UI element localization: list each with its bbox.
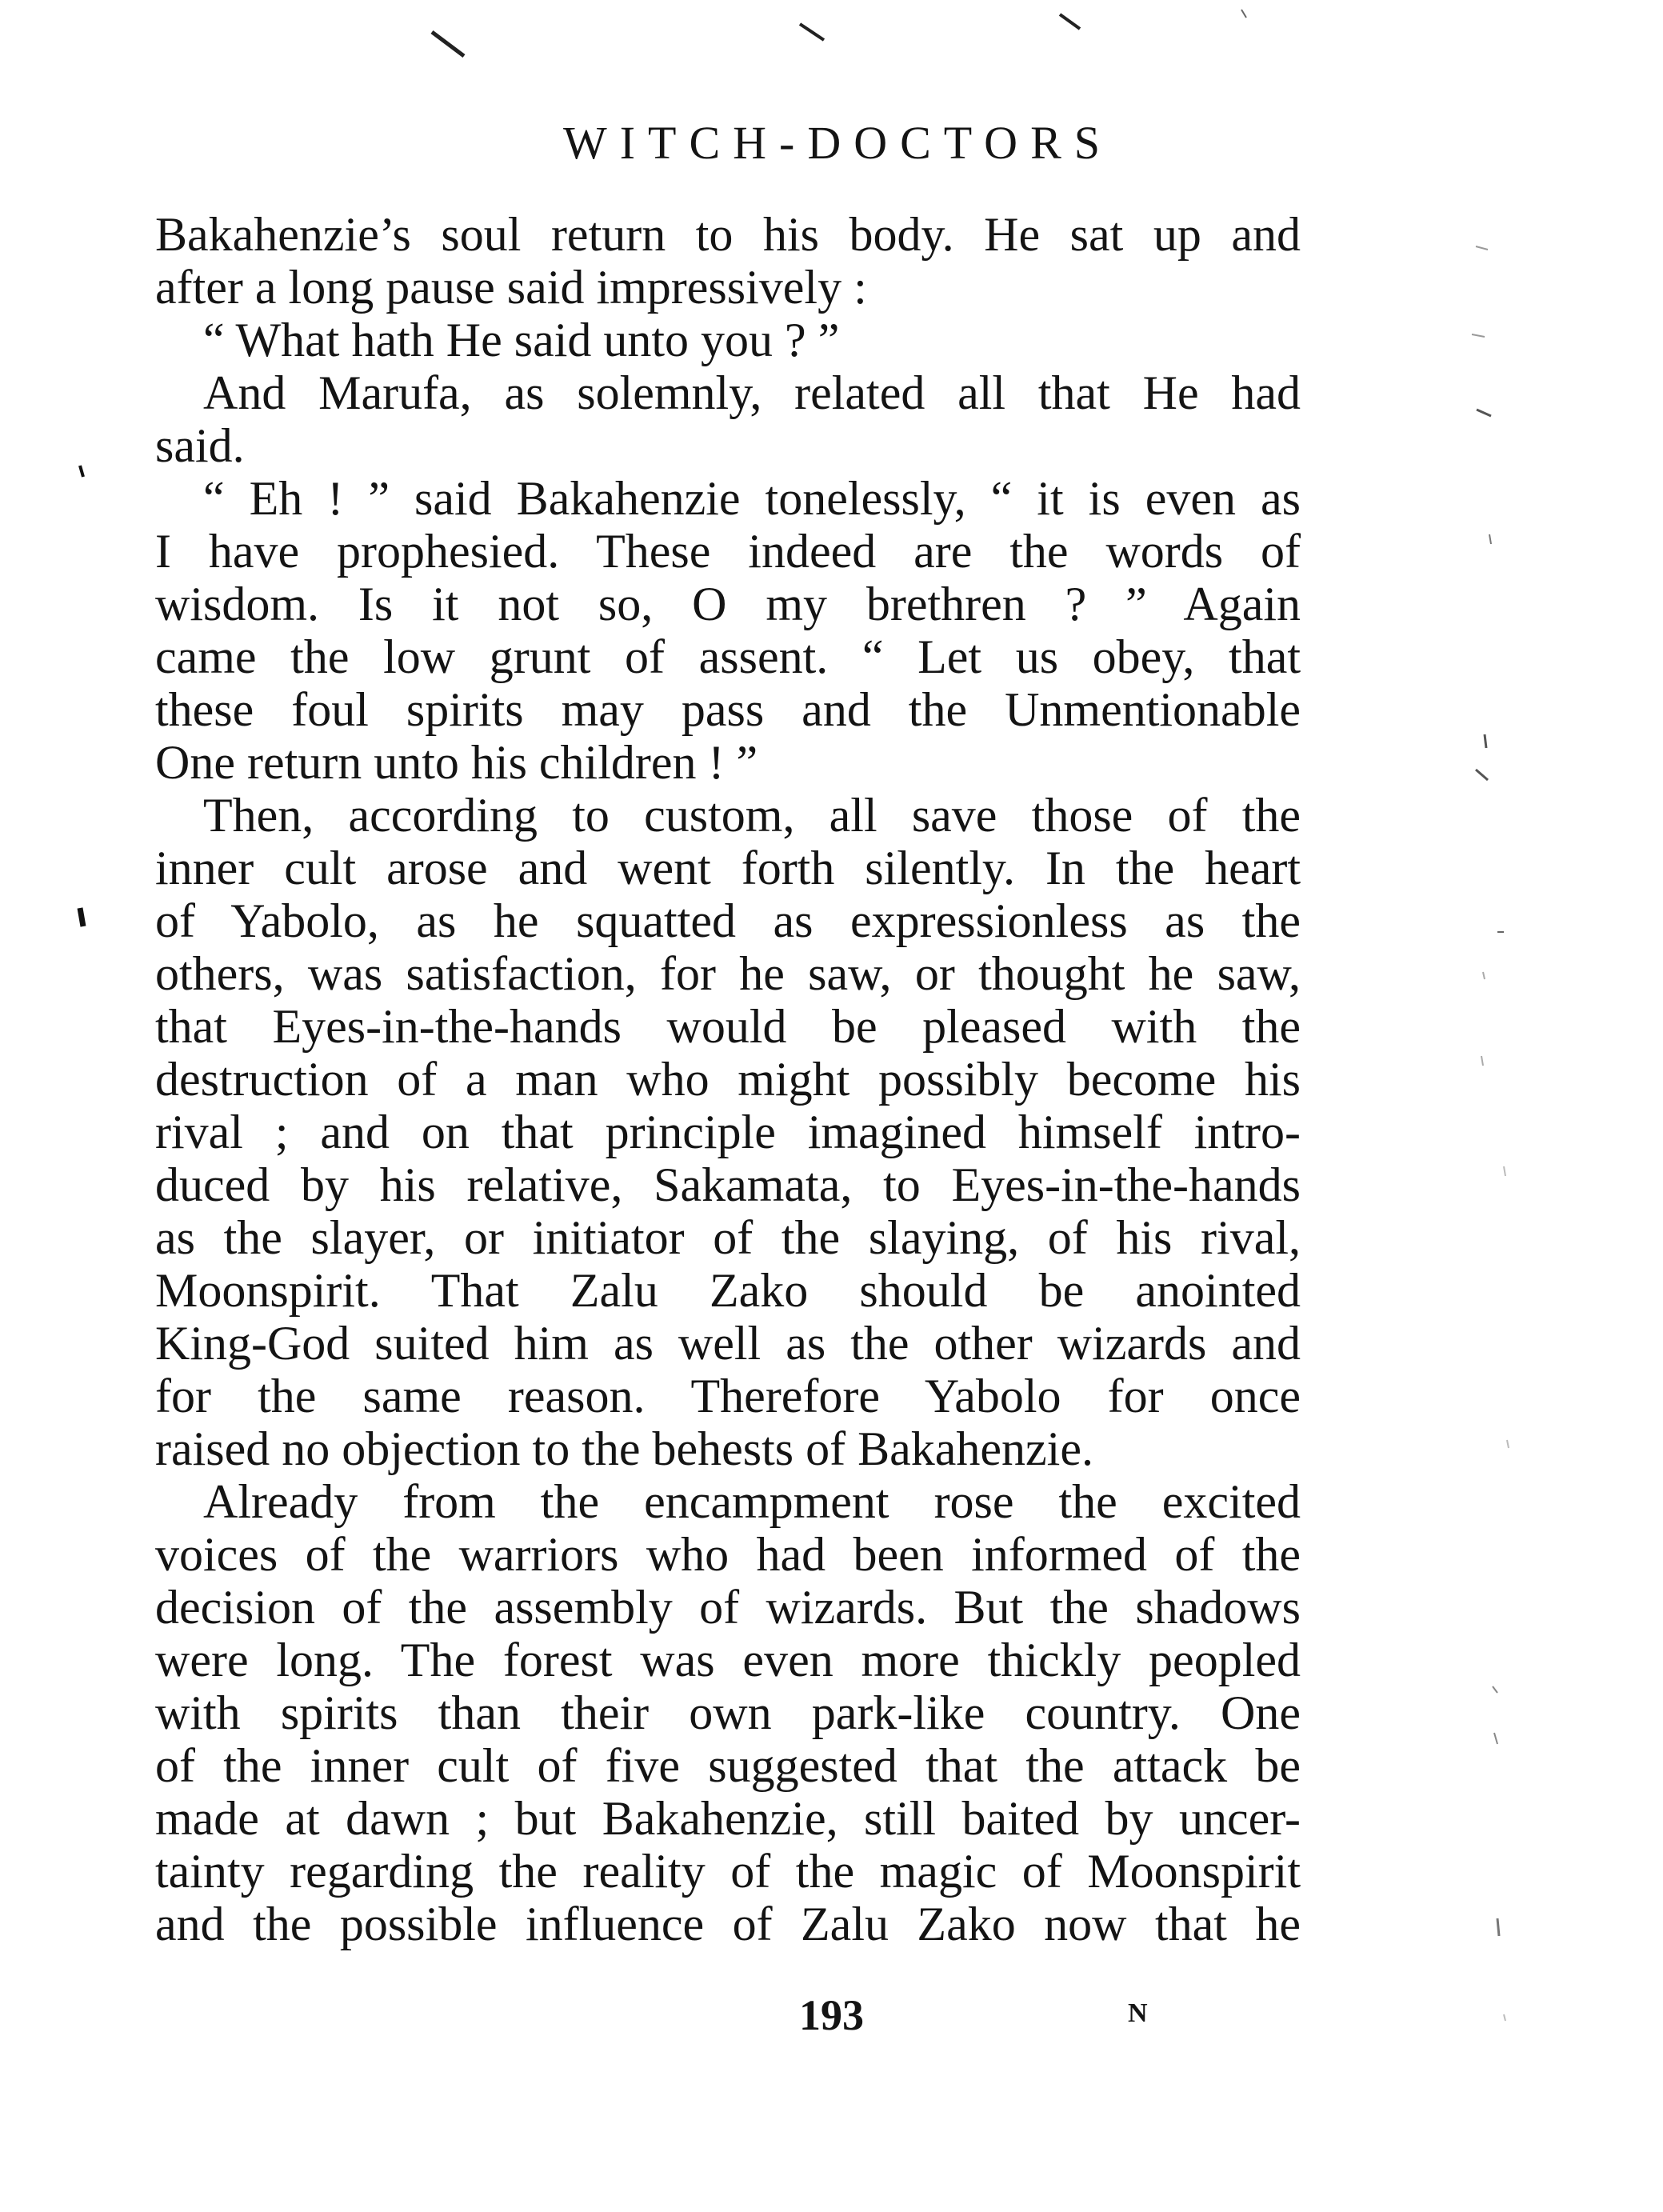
text-line: said.: [155, 419, 245, 472]
text-line: Moonspirit. That Zalu Zako should be anointed: [155, 1264, 1301, 1317]
text-line: that Eyes-in-the-hands would be pleased with the: [155, 1000, 1301, 1053]
text-line: wisdom. Is it not so, O my brethren ? ” Again: [155, 578, 1301, 630]
text-line: Already from the encampment rose the excited: [203, 1475, 1301, 1528]
text-line: as the slayer, or initiator of the slaying, of his rival,: [155, 1211, 1301, 1264]
text-line: duced by his relative, Sakamata, to Eyes-in-the-hands: [155, 1158, 1301, 1211]
text-line: rival ; and on that principle imagined himself intro-: [155, 1106, 1301, 1158]
text-line: “ Eh ! ” said Bakahenzie tonelessly, “ it is even as: [203, 472, 1301, 525]
text-line: King-God suited him as well as the other wizards and: [155, 1317, 1301, 1370]
text-line: of Yabolo, as he squatted as expressionless as the: [155, 894, 1301, 947]
text-line: made at dawn ; but Bakahenzie, still baited by uncer-: [155, 1792, 1301, 1845]
text-line: these foul spirits may pass and the Unmentionable: [155, 683, 1301, 736]
signature-mark: N: [1128, 1998, 1148, 2028]
body-text: [155, 208, 1301, 1950]
text-line: raised no objection to the behests of Bakahenzie.: [155, 1422, 1093, 1475]
text-line: inner cult arose and went forth silently. In the heart: [155, 842, 1301, 894]
text-line: One return unto his children ! ”: [155, 736, 758, 789]
text-line: of the inner cult of five suggested that the attack be: [155, 1739, 1301, 1792]
text-line: I have prophesied. These indeed are the words of: [155, 525, 1301, 578]
text-line: “ What hath He said unto you ? ”: [203, 314, 840, 366]
text-line: And Marufa, as solemnly, related all that He had: [203, 366, 1301, 419]
text-line: destruction of a man who might possibly become his: [155, 1053, 1301, 1106]
text-line: Then, according to custom, all save those of the: [203, 789, 1301, 842]
text-line: for the same reason. Therefore Yabolo for once: [155, 1370, 1301, 1422]
text-line: were long. The forest was even more thickly peopled: [155, 1634, 1301, 1686]
text-line: voices of the warriors who had been informed of the: [155, 1528, 1301, 1581]
text-line: with spirits than their own park-like country. One: [155, 1686, 1301, 1739]
text-line: decision of the assembly of wizards. But the shadows: [155, 1581, 1301, 1634]
running-head: WITCH-DOCTORS: [562, 117, 1113, 169]
text-line: after a long pause said impressively :: [155, 261, 867, 314]
text-line: tainty regarding the reality of the magic of Moonspirit: [155, 1845, 1301, 1898]
text-line: Bakahenzie’s soul return to his body. He sat up and: [155, 208, 1301, 261]
text-line: others, was satisfaction, for he saw, or thought he saw,: [155, 947, 1301, 1000]
text-line: came the low grunt of assent. “ Let us obey, that: [155, 630, 1301, 683]
text-line: and the possible influence of Zalu Zako now that he: [155, 1898, 1301, 1950]
page-number: 193: [799, 1991, 864, 2039]
